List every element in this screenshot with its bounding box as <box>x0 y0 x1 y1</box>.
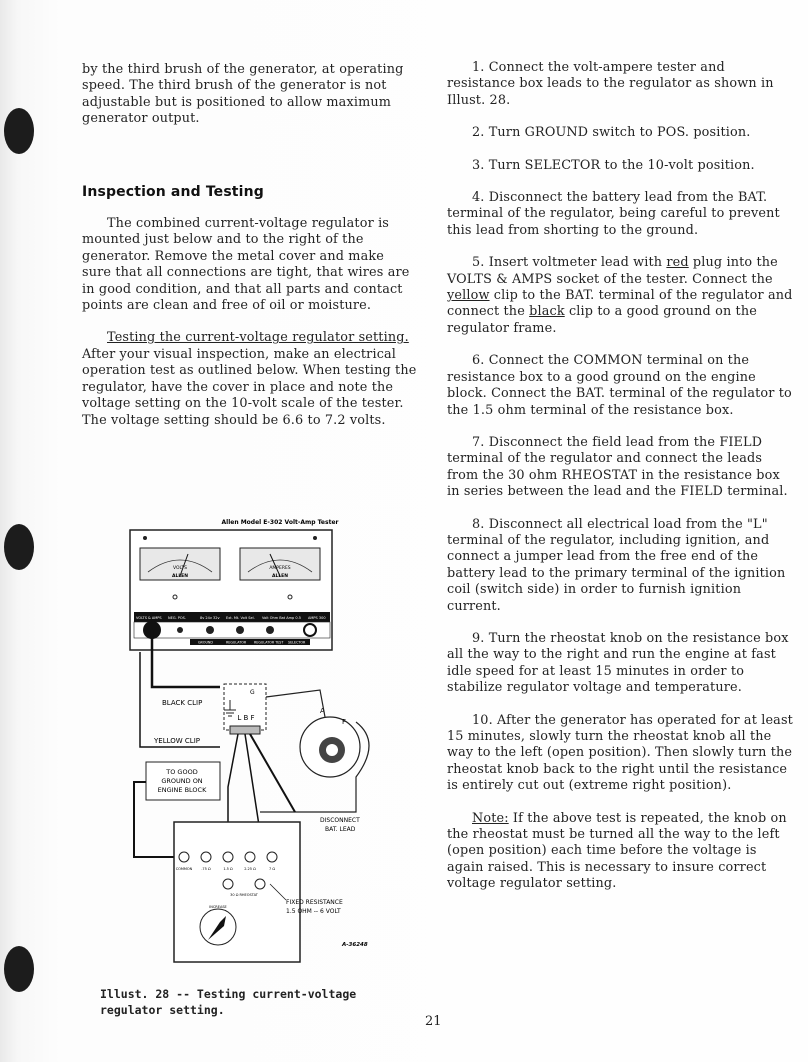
note-body: If the above test is repeated, the knob on the rheostat must be turned all the way to the left (open position) each time before the voltage is again raised. This is necessary to insure correct voltage regulator setting. <box>447 810 787 892</box>
step-10: 10. After the generator has operated for at least 15 minutes, slowly turn the rheostat knob all the way to the left (open position). Then slowly turn the rheostat knob back to the right until the resistance is entirely cut out (extreme right position). <box>447 712 793 794</box>
generator-a-label: A <box>320 707 325 715</box>
testing-paragraph <box>82 330 417 428</box>
step-1: 1. Connect the volt-ampere tester and resistance box leads to the regulator as shown in Illust. 28. <box>447 60 774 108</box>
panel-label: Volt Ohm Bat Amp 0.5 <box>262 616 301 620</box>
regulator-g-label: G <box>250 689 255 696</box>
figure-caption: Illust. 28 -- Testing current-voltage regulator setting. <box>100 987 357 1017</box>
left-column <box>82 62 417 429</box>
amp-meter-label: AMPERES <box>269 566 291 571</box>
regulator-terminal-block <box>230 726 260 734</box>
generator-f-label: F <box>342 718 347 726</box>
testing-runin: Testing the current-voltage regulator setting. <box>107 330 409 346</box>
step-9: 9. Turn the rheostat knob on the resistance box all the way to the right and run the engine at fast idle speed for at least 15 minutes in order to stabilize regulator voltage and temperature. <box>447 630 789 696</box>
section-heading: Inspection and Testing <box>82 183 264 200</box>
regulator-test-knob <box>266 626 274 634</box>
step-5-black: black <box>529 304 565 320</box>
fixed-resistance-label: FIXED RESISTANCE <box>286 899 343 906</box>
knob-label: GROUND <box>198 640 213 645</box>
rheostat-label: 30 Ω RHEOSTAT <box>230 893 258 897</box>
disconnect-note: DISCONNECT <box>320 817 360 824</box>
regulator-terminals: L B F <box>237 714 255 722</box>
testing-body: After your visual inspection, make an electrical operation test as outlined below. When testing the regulator, have the cover in place and note the voltage setting on the 10-volt scale of the tester. The voltage setting should be 6.6 to 7.2 volts. <box>82 346 417 428</box>
step-5-text: clip to the BAT. terminal of the regulator and connect the <box>447 288 793 320</box>
panel-label: AMPS 300 <box>308 616 326 620</box>
panel-controls <box>134 622 330 638</box>
tester-screw <box>313 536 317 540</box>
resistance-box <box>174 822 300 962</box>
step-5-yellow: yellow <box>447 288 490 304</box>
disconnect-note: BAT. LEAD <box>325 826 356 833</box>
fixed-resistance-label: 1.5 OHM -- 6 VOLT <box>286 908 341 915</box>
black-clip-label: BLACK CLIP <box>162 699 203 707</box>
knob-label: SELECTOR <box>288 640 306 645</box>
tester-title: Allen Model E-302 Volt-Amp Tester <box>221 519 339 526</box>
binder-hole <box>4 946 34 992</box>
drawing-number: A-36248 <box>342 942 368 948</box>
knob-label: REGULATOR <box>226 640 247 645</box>
binder-hole <box>4 108 34 154</box>
step-5-text: clip to a good ground on the regulator frame. <box>447 304 757 336</box>
terminal-label: 1.5 Ω <box>223 867 233 871</box>
page-number: 21 <box>425 1014 442 1029</box>
continued-paragraph: by the third brush of the generator, at operating speed. The third brush of the generator is not adjustable but is positioned to allow maximum generator output. <box>82 62 404 127</box>
step-6: 6. Connect the COMMON terminal on the resistance box to a good ground on the engine block. Connect the BAT. terminal of the regulator to the 1.5 ohm terminal of the resistance box. <box>447 353 792 418</box>
amp-meter-brand: ALLEN <box>271 574 289 579</box>
panel-label: 8v 24v 32v <box>200 616 220 620</box>
volt-meter-brand: ALLEN <box>171 574 189 579</box>
step-8: 8. Disconnect all electrical load from the "L" terminal of the regulator, including ignition, and connect a jumper lead from the free end of the battery lead to the primary terminal of the ignition coil (switch side) in order to furnish ignition current. <box>447 516 786 614</box>
ground-note-line: TO GOOD <box>166 768 198 776</box>
step-3: 3. Turn SELECTOR to the 10-volt position. <box>472 157 755 173</box>
terminal-label: 2.25 Ω <box>244 867 256 871</box>
ground-knob <box>206 626 214 634</box>
bat-lead <box>250 734 295 812</box>
tester-screw <box>143 536 147 540</box>
yellow-clip-label: YELLOW CLIP <box>154 737 200 745</box>
regulator-knob <box>236 626 244 634</box>
terminal-label: COMMON <box>175 867 193 871</box>
inspection-paragraph: The combined current-voltage regulator is mounted just below and to the right of the generator. Remove the metal cover and make sure that all connections are tight, that wires are in good condition, and that all parts and contact points are clean and free of oil or moisture. <box>82 216 410 314</box>
note-paragraph <box>447 811 793 893</box>
panel-label: Ext. Mt. Volt Sel. <box>226 616 255 620</box>
step-5-red: red <box>666 255 689 271</box>
knob-label: REGULATOR TEST <box>254 640 284 645</box>
step-5-text: 5. Insert voltmeter lead with <box>472 255 667 271</box>
terminal-label: 7 Ω <box>268 867 276 871</box>
ground-note-line: GROUND ON <box>161 777 203 785</box>
increase-label: INCREASE <box>209 905 227 909</box>
step-2: 2. Turn GROUND switch to POS. position. <box>472 125 751 141</box>
step-5 <box>447 255 793 337</box>
panel-label: NEG. POS. <box>168 616 186 620</box>
note-label: Note: <box>472 810 509 826</box>
right-column <box>447 60 793 893</box>
ground-note-line: ENGINE BLOCK <box>157 786 207 794</box>
step-5-text: plug into the VOLTS & AMPS socket of the tester. Connect the <box>447 255 778 287</box>
panel-label: VOLTS & AMPS <box>136 616 162 620</box>
armature-wire <box>266 690 325 717</box>
step-7: 7. Disconnect the field lead from the FIELD terminal of the regulator and connect the leads from the 30 ohm RHEOSTAT in the resistance box in series between the lead and the FIELD terminal. <box>447 434 788 500</box>
step-4: 4. Disconnect the battery lead from the BAT. terminal of the regulator, being careful to prevent this lead from shorting to the ground. <box>447 190 780 238</box>
binder-hole <box>4 524 34 570</box>
volt-meter-label: VOLTS <box>172 566 188 571</box>
wiring-diagram <box>120 512 440 972</box>
neg-pos-jack <box>177 627 183 633</box>
terminal-label: .75 Ω <box>201 867 211 871</box>
generator-shaft <box>326 744 338 756</box>
